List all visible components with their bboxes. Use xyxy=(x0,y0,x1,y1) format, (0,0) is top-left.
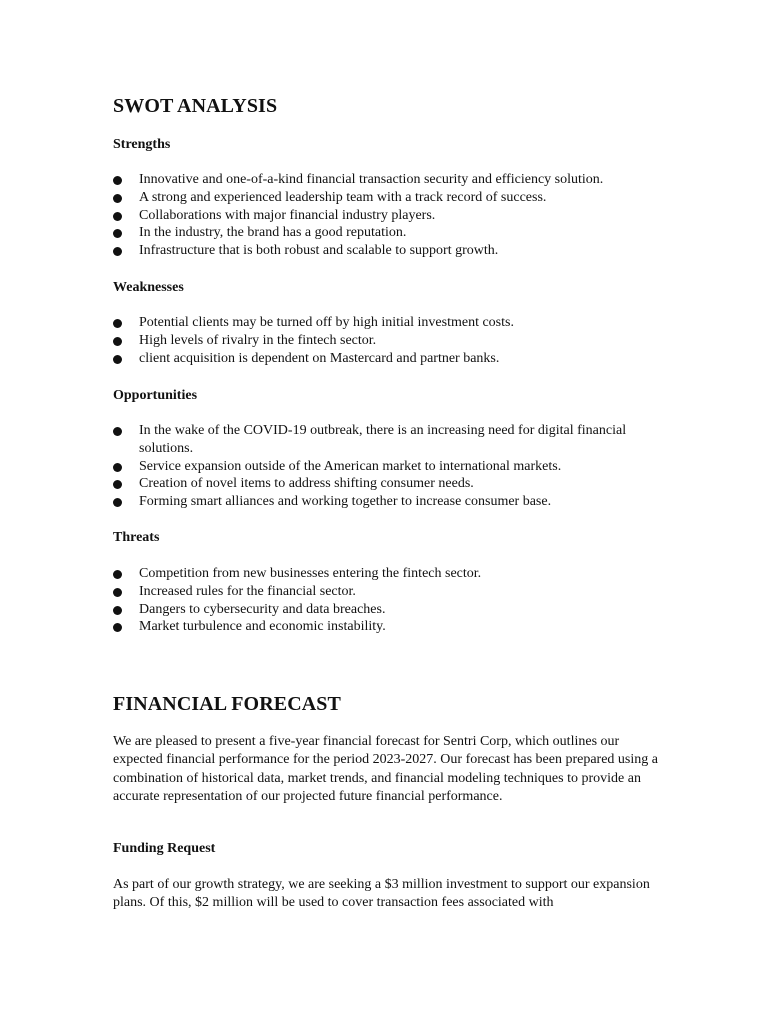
list-item: Infrastructure that is both robust and scalable to support growth. xyxy=(113,242,633,260)
strengths-heading: Strengths xyxy=(113,137,171,152)
opportunities-list xyxy=(113,422,633,511)
swot-title: SWOT ANALYSIS xyxy=(113,95,278,117)
list-item: High levels of rivalry in the fintech sector. xyxy=(113,332,633,350)
list-item: Forming smart alliances and working together to increase consumer base. xyxy=(113,493,633,511)
bullet-icon xyxy=(113,480,122,489)
list-item: Creation of novel items to address shifting consumer needs. xyxy=(113,475,633,493)
list-item: Collaborations with major financial industry players. xyxy=(113,207,633,225)
list-item: Dangers to cybersecurity and data breaches. xyxy=(113,601,633,619)
strengths-list xyxy=(113,171,633,260)
bullet-icon xyxy=(113,498,122,507)
bullet-icon xyxy=(113,606,122,615)
list-item: In the wake of the COVID-19 outbreak, there is an increasing need for digital financial solutions. xyxy=(113,422,633,458)
bullet-icon xyxy=(113,337,122,346)
bullet-icon xyxy=(113,229,122,238)
list-item: Innovative and one-of-a-kind financial transaction security and efficiency solution. xyxy=(113,171,633,189)
weaknesses-list xyxy=(113,314,633,367)
bullet-icon xyxy=(113,623,122,632)
list-item: Market turbulence and economic instability. xyxy=(113,618,633,636)
list-item: client acquisition is dependent on Mastercard and partner banks. xyxy=(113,350,633,368)
list-item: Service expansion outside of the American market to international markets. xyxy=(113,458,633,476)
threats-list xyxy=(113,565,633,636)
forecast-intro: We are pleased to present a five-year financial forecast for Sentri Corp, which outlines our expected financial performance for the period 2023-2027. Our forecast has been prepared using a combination of historical data, market trends, and financial modeling techniques to provide an accurate representation of our projected future financial performance. xyxy=(113,734,658,804)
bullet-icon xyxy=(113,194,122,203)
opportunities-heading: Opportunities xyxy=(113,388,198,403)
list-item: Competition from new businesses entering the fintech sector. xyxy=(113,565,633,583)
bullet-icon xyxy=(113,570,122,579)
bullet-icon xyxy=(113,588,122,597)
bullet-icon xyxy=(113,247,122,256)
forecast-title: FINANCIAL FORECAST xyxy=(113,693,341,715)
bullet-icon xyxy=(113,463,122,472)
list-item: In the industry, the brand has a good reputation. xyxy=(113,224,633,242)
list-item: A strong and experienced leadership team with a track record of success. xyxy=(113,189,633,207)
weaknesses-heading: Weaknesses xyxy=(113,280,184,295)
funding-heading: Funding Request xyxy=(113,841,216,856)
bullet-icon xyxy=(113,427,122,436)
list-item: Potential clients may be turned off by high initial investment costs. xyxy=(113,314,633,332)
bullet-icon xyxy=(113,355,122,364)
bullet-icon xyxy=(113,212,122,221)
funding-text: As part of our growth strategy, we are seeking a $3 million investment to support our expansion plans. Of this, $2 million will be used to cover transaction fees associated with xyxy=(113,877,650,911)
bullet-icon xyxy=(113,319,122,328)
threats-heading: Threats xyxy=(113,530,160,545)
list-item: Increased rules for the financial sector. xyxy=(113,583,633,601)
bullet-icon xyxy=(113,176,122,185)
